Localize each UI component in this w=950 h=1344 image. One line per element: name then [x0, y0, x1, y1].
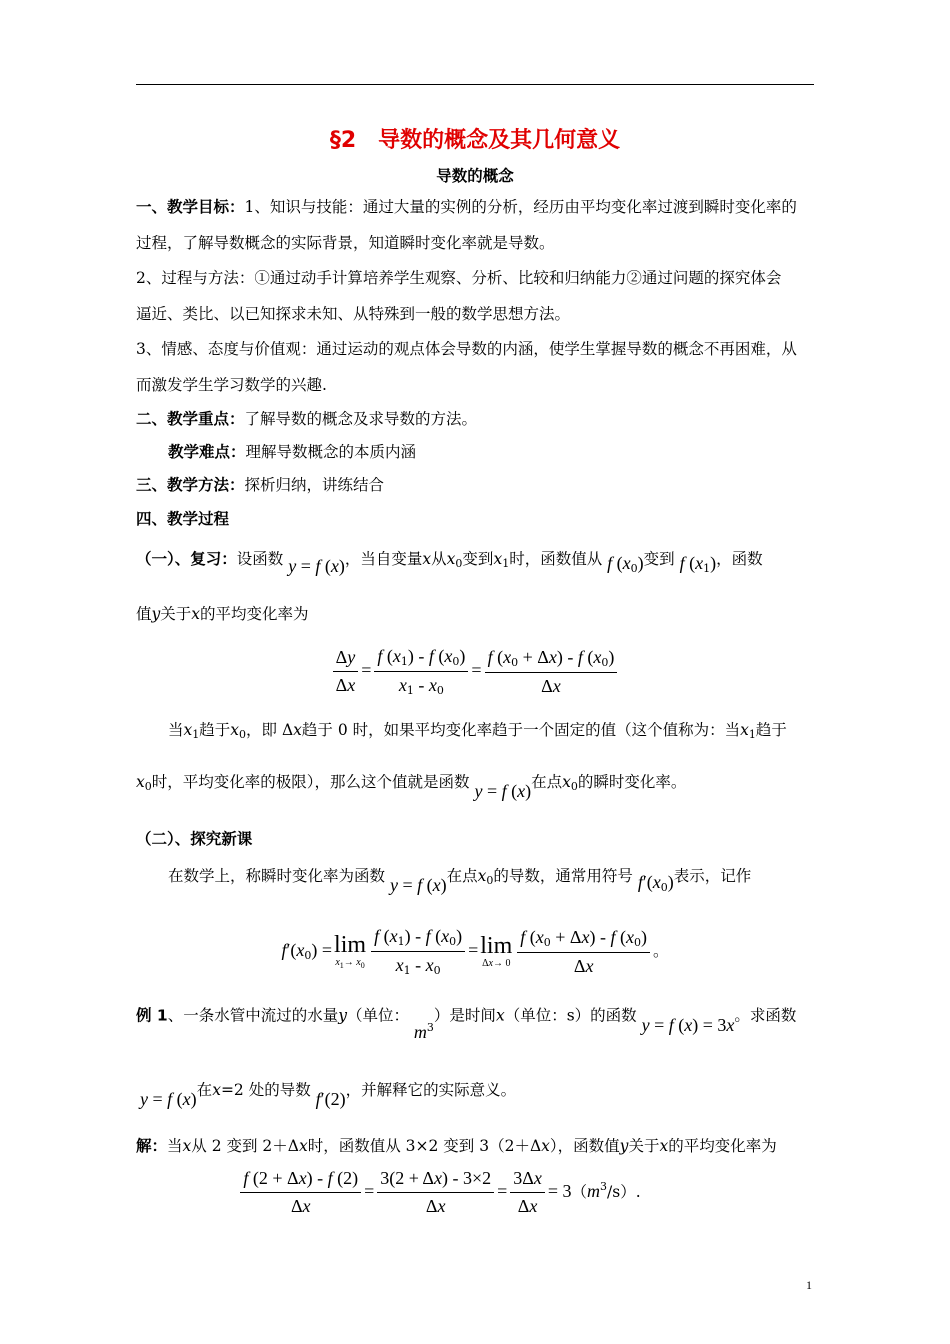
- formula-f-prime-2: f′(2): [315, 1088, 346, 1109]
- formula-y-fx-4: y = f (x): [140, 1088, 197, 1109]
- formula-f-x0: f $(x_0)$: [607, 553, 644, 575]
- solution-label: 解：: [136, 1137, 168, 1155]
- solution-line-1: 解：当x从 2 变到 2＋Δx时，函数值从 3×2 变到 3（2＋Δx），函数值y关于x的平均变化率为: [136, 1137, 777, 1155]
- review-line-2: 值y关于x的平均变化率为: [136, 605, 309, 623]
- example-label: 例 1: [136, 1006, 168, 1025]
- page-title: §2 导数的概念及其几何意义: [329, 128, 621, 153]
- objectives-line-1: 一、教学目标：1、知识与技能：通过大量的实例的分析，经历由平均变化率过渡到瞬时变化率的: [136, 198, 797, 216]
- formula-y-fx: y = f (x): [288, 555, 345, 576]
- objectives-line-6: 而激发学生学习数学的兴趣.: [136, 376, 327, 394]
- formula-y-fx-3: y = f (x): [389, 874, 447, 895]
- review-line-1: （一）、复习：设函数 y = f (x)，当自变量x从$x_0$变到$x_1$时，函数值从 f $(x_0)$变到 f $(x_1)$，函数: [136, 547, 763, 574]
- example-line-2: y = f (x)在x=2 处的导数 f′(2)，并解释它的实际意义。: [140, 1081, 517, 1109]
- key-points-label: 二、教学重点：: [136, 410, 245, 428]
- objectives-line-3: 2、过程与方法：①通过动手计算培养学生观察、分析、比较和归纳能力②通过问题的探究体会: [136, 269, 782, 287]
- unit-m3: $m^3$: [413, 1021, 434, 1042]
- method-label: 三、教学方法：: [136, 476, 245, 494]
- section-subtitle: 导数的概念: [436, 167, 514, 185]
- objectives-line-5: 3、情感、态度与价值观：通过运动的观点体会导数的内涵，使学生掌握导数的概念不再困难，从: [136, 340, 797, 358]
- review-label: （一）、复习：: [136, 550, 237, 568]
- page-number: 1: [806, 1278, 812, 1292]
- formula-y-3x: y = f (x) = 3x: [641, 1015, 735, 1035]
- example-line-1: 例 1、一条水管中流过的水量y（单位： $m^3$）是时间x（单位：s）的函数 y = f (x) = 3x。求函数: [136, 1006, 797, 1042]
- formula-f-prime-x0: $f'(x_0)$: [637, 872, 674, 894]
- objectives-line-2: 过程，了解导数概念的实际背景，知道瞬时变化率就是导数。: [136, 234, 555, 252]
- difficulty-line: 教学难点：理解导数概念的本质内涵: [168, 443, 417, 461]
- example-rate-formula: $\frac{f (2 + \Delta x) - f (2)}{\Delta x}$ = $\frac{3(2 + \Delta x) - 3\times 2}{\Delta x}$ = $\frac{3\Delta x}{\Delta x}$ = $3(m^3/s)$.: [0, 1168, 914, 1217]
- header-rule: [136, 84, 814, 85]
- derivative-definition-formula: $f'(x_0)$ = lim $x_1\to x_0$ $\frac{f (x_1) - f (x_0)}{x_1 - x_0}$ = lim Δx→ 0 $\frac{f (x_0 + \Delta x) - f (x_0)}{\Delta x}$ 。: [281, 926, 669, 977]
- limit-paragraph-line-2: $x_0$时，平均变化率的极限），那么这个值就是函数 y = f (x)在点$x_0$的瞬时变化率。: [136, 773, 687, 801]
- objectives-label: 一、教学目标：: [136, 198, 245, 216]
- key-points-line: 二、教学重点：了解导数的概念及求导数的方法。: [136, 410, 478, 428]
- limit-paragraph-line-1: 当$x_1$趋于$x_0$，即 Δx趋于 0 时，如果平均变化率趋于一个固定的值（这个值称为：当$x_1$趋于: [168, 721, 787, 741]
- explore-line-1: 在数学上，称瞬时变化率为函数 y = f (x)在点$x_0$的导数，通常用符号 $f'(x_0)$表示，记作: [168, 864, 751, 891]
- method-line: 三、教学方法：探析归纳，讲练结合: [136, 476, 385, 494]
- explore-heading: （二）、探究新课: [136, 830, 253, 848]
- objectives-line-4: 逼近、类比、以已知探求未知、从特殊到一般的数学思想方法。: [136, 305, 571, 323]
- difficulty-label: 教学难点：: [168, 443, 246, 461]
- formula-f-x1: f $(x_1)$: [679, 553, 717, 575]
- average-rate-formula: $\frac{\Delta y}{\Delta x}$ = $\frac{f (x_1) - f (x_0)}{x_1 - x_0}$ = $\frac{f (x_0 + \Delta x) - f (x_0)}{\Delta x}$: [0, 646, 950, 697]
- formula-y-fx-2: y = f (x): [474, 780, 532, 801]
- process-heading: 四、教学过程: [136, 510, 230, 528]
